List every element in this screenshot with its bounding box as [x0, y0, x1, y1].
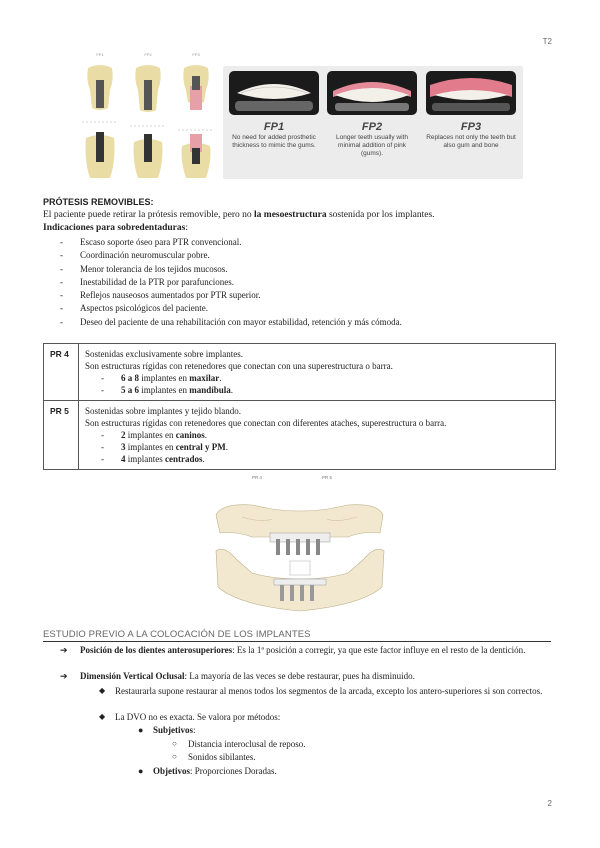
list-item: - 6 a 8 implantes en maxilar. [101, 372, 549, 384]
diamond-bullet-icon: ◆ [99, 686, 106, 695]
circle-bullet-icon: ○ [172, 752, 177, 761]
arrow-right-icon: ➔ [60, 671, 68, 681]
list-item: - 3 implantes en central y PM. [101, 441, 549, 453]
fp2-card [327, 71, 417, 158]
pr-table [43, 343, 556, 470]
indications-list [60, 236, 402, 329]
figure-caption-pr4: PR 4 [252, 475, 263, 480]
list-item: - Menor tolerancia de los tejidos mucosos. [60, 263, 402, 276]
implant-diagram-fp3 [176, 50, 216, 180]
pr5-content [79, 401, 556, 470]
removibles-heading: PRÓTESIS REMOVIBLES: [43, 197, 154, 207]
implant-diagram-fp1 [80, 50, 120, 180]
fp3-desc: Replaces not only the teeth but also gum and bone [426, 134, 516, 149]
list-item: - Inestabilidad de la PTR por parafunciones. [60, 276, 402, 289]
pr5-label: PR 5 [44, 401, 79, 470]
fp2-desc: Longer teeth usually with minimal addition of pink (gums). [336, 134, 408, 157]
list-item-dvo-metodos: ◆ La DVO no es exacta. Se valora por métodos: [99, 712, 281, 722]
fp1-photo [229, 71, 319, 115]
svg-text:FP3: FP3 [192, 52, 200, 57]
fp3-title: FP3 [460, 121, 482, 133]
svg-text:FP2: FP2 [144, 52, 152, 57]
pr4-content [79, 344, 556, 401]
fp2-title: FP2 [361, 121, 383, 133]
fp1-card [229, 71, 319, 150]
page-tag: T2 [542, 37, 552, 46]
list-item: ○ Distancia interoclusal de reposo. [172, 739, 306, 749]
list-item: - Coordinación neuromuscular pobre. [60, 249, 402, 262]
implant-diagram-fp2 [128, 50, 168, 180]
list-item-dvo: ➔ Dimensión Vertical Oclusal: La mayoría de las veces se debe restaurar, pues ha disminuido. [60, 671, 415, 681]
section-title-estudio: ESTUDIO PREVIO A LA COLOCACIÓN DE LOS IMPLANTES [43, 629, 551, 642]
pr4-list [85, 372, 549, 396]
fp-photos-panel [223, 66, 523, 179]
list-item: - Escaso soporte óseo para PTR convencional. [60, 236, 402, 249]
list-item-posicion: ➔ Posición de los dientes anterosuperiores: Es la 1ª posición a corregir, ya que este factor influye en el resto de la dentición. [60, 645, 526, 655]
bullet-icon: ● [138, 725, 144, 735]
arrow-right-icon: ➔ [60, 645, 68, 655]
pr4-label: PR 4 [44, 344, 79, 401]
list-item-objetivos: ● Objetivos: Proporciones Doradas. [138, 766, 277, 776]
bullet-icon: ● [138, 766, 144, 776]
fp3-photo [426, 71, 516, 115]
indications-label: Indicaciones para sobredentaduras: [43, 223, 188, 233]
jaw-illustration [212, 475, 387, 615]
list-item: - 5 a 6 implantes en mandíbula. [101, 384, 549, 396]
pr5-line1: Sostenidas sobre implantes y tejido blando. [85, 406, 241, 416]
fp3-card [426, 71, 516, 150]
page-number: 2 [547, 799, 552, 808]
circle-bullet-icon: ○ [172, 739, 177, 748]
table-row [44, 344, 556, 401]
overdenture-jaw-figure [212, 475, 387, 615]
pr5-list [85, 429, 549, 465]
pr4-line1: Sostenidas exclusivamente sobre implantes. [85, 349, 243, 359]
list-item-restaurar: ◆ Restaurarla supone restaurar al menos todos los segmentos de la arcada, excepto los antero-superiores si son correctos. [99, 686, 543, 696]
fp-classification-figure [80, 50, 525, 180]
list-item: - Aspectos psicológicos del paciente. [60, 302, 402, 315]
list-item: ○ Sonidos sibilantes. [172, 752, 256, 762]
list-item: - 2 implantes en caninos. [101, 429, 549, 441]
fp1-desc: No need for added prosthetic thickness to mimic the gums. [232, 134, 316, 149]
fp2-photo [327, 71, 417, 115]
removibles-intro: El paciente puede retirar la prótesis removible, pero no la mesoestructura sostenida por los implantes. [43, 210, 435, 220]
svg-text:FP1: FP1 [96, 52, 104, 57]
pr5-line2: Son estructuras rígidas con retenedores que conectan con diferentes ataches, superestructura o barra. [85, 418, 447, 428]
list-item-subjetivos: ● Subjetivos: [138, 725, 196, 735]
list-item: - Deseo del paciente de una rehabilitación con mayor estabilidad, retención y más cómoda. [60, 316, 402, 329]
list-item: - 4 implantes centrados. [101, 453, 549, 465]
diamond-bullet-icon: ◆ [99, 712, 106, 721]
figure-caption-pr5: PR 5 [322, 475, 333, 480]
pr4-line2: Son estructuras rígidas con retenedores que conectan con una superestructura o barra. [85, 361, 393, 371]
table-row [44, 401, 556, 470]
list-item: - Reflejos nauseosos aumentados por PTR superior. [60, 289, 402, 302]
fp1-title: FP1 [263, 121, 285, 133]
